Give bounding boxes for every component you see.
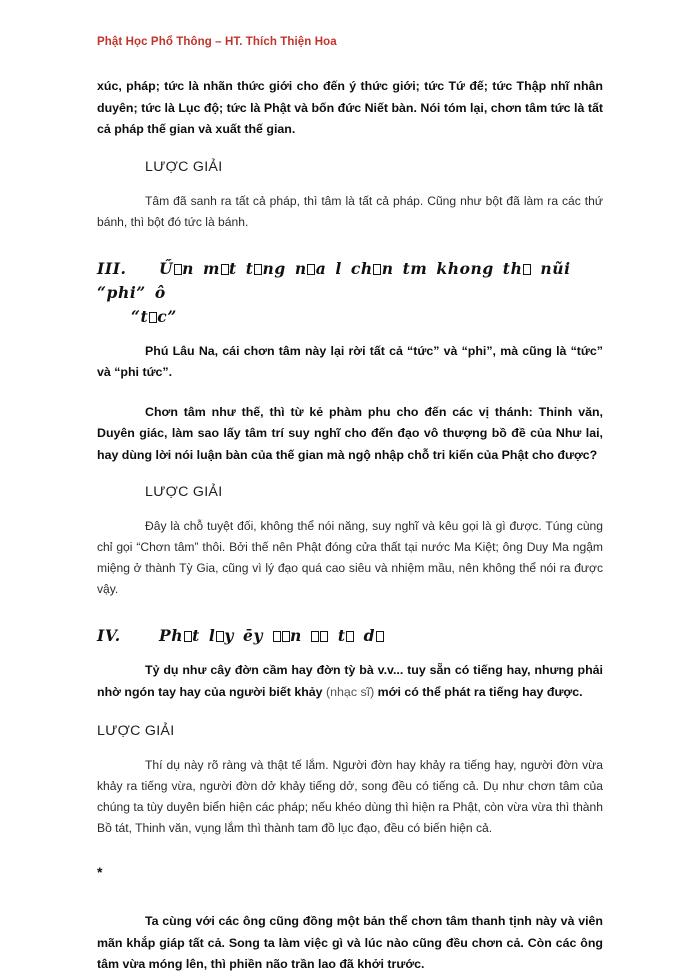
- running-header: Phật Học Phổ Thông – HT. Thích Thiện Hoa: [97, 36, 337, 48]
- spacer: [97, 600, 603, 624]
- missing-glyph-box: [307, 264, 315, 275]
- heading-4-numeral: IV.: [97, 626, 121, 645]
- spacer: [97, 466, 603, 482]
- missing-glyph-box: [320, 631, 328, 642]
- heading-4-line1: Ph t l y ēy n t d: [159, 626, 384, 645]
- inline-text: mới có thể phát ra tiếng hay được.: [374, 684, 583, 699]
- paragraph-chon-tam: Chơn tâm như thế, thì từ kẻ phàm phu cho đến các vị thánh: Thinh văn, Duyên giác, làm sao lấy tâm trí suy nghĩ cho đến đạo vô thượng bồ đề của Như lai, hay dùng lời nói luận bàn của thế gian mà ngộ nhập chỗ tri kiến của Phật cho được?: [97, 404, 603, 462]
- spacer: [97, 703, 603, 721]
- missing-glyph-box: [376, 631, 384, 642]
- subheading-luoc-giai-2: LƯỢC GIẢI: [145, 484, 223, 500]
- paragraph-luoc-giai-2: Đây là chỗ tuyệt đối, không thể nói năng, suy nghĩ và kêu gọi là gì được. Túng cùng chỉ gọi “Chơn tâm” thôi. Bởi thế nên Phật đóng cửa thất tại nước Ma Kiệt; ông Duy Ma ngậm miệng ở thành Tỳ Gia, cũng vì lý đạo quá cao siêu và nhiệm mầu, nên không thể nói ra được vậy.: [97, 519, 603, 596]
- missing-glyph-box: [254, 264, 262, 275]
- heading-3-line2: “t c”: [131, 306, 177, 326]
- missing-glyph-box: [311, 631, 319, 642]
- inline-text: Tỷ dụ như cây đờn cầm hay đờn tỳ bà v.v... tuy sẵn có tiếng hay, nhưng phải nhờ ngón tay hay của người biết khảy: [97, 663, 603, 699]
- spacer: [97, 648, 603, 660]
- spacer: [97, 881, 603, 911]
- missing-glyph-box: [373, 264, 381, 275]
- missing-glyph-box: [221, 264, 229, 275]
- missing-glyph-box: [184, 631, 192, 642]
- spacer: [97, 141, 603, 157]
- subheading-luoc-giai-3: LƯỢC GIẢI: [97, 723, 175, 739]
- paragraph-luoc-giai-3: Thí dụ này rõ ràng và thật tế lắm. Người đờn hay khảy ra tiếng hay, người đờn vừa khảy ra tiếng vừa, người đờn dở khảy tiếng dở, song đều có tiếng cả. Dụ như chơn tâm của chúng ta tùy duyên biển hiện các pháp; nếu khéo dùng thì hiện ra Phật, còn vừa vừa thì thành Bồ tát, Thinh văn, vụng lắm thì thành tam đồ lục đạo, đều có biến hiện cả.: [97, 758, 603, 835]
- missing-glyph-box: [216, 631, 224, 642]
- spacer: [97, 384, 603, 402]
- heading-section-4: [97, 624, 603, 648]
- subheading-luoc-giai-1: LƯỢC GIẢI: [145, 158, 223, 175]
- missing-glyph-box: [273, 631, 281, 642]
- document-body: [97, 76, 603, 976]
- section-divider-asterisk: *: [97, 864, 103, 880]
- spacer: [97, 741, 603, 755]
- paragraph-opening: xúc, pháp; tức là nhãn thức giới cho đến ý thức giới; tức Tứ đế; tức Thập nhĩ nhân duyên; tức là Lục độ; tức là Phật và bốn đức Niết bàn. Nói tóm lại, chơn tâm tức là tất cả pháp thế gian và xuất thế gian.: [97, 79, 603, 136]
- spacer: [97, 839, 603, 863]
- missing-glyph-box: [149, 312, 157, 323]
- spacer: [97, 329, 603, 341]
- paragraph-final: Ta cùng với các ông cũng đồng một bản thể chơn tâm thanh tịnh này và viên mãn khắp giáp tất cả. Song ta làm việc gì và lúc nào cũng đều chơn cả. Còn các ông tâm vừa móng lên, thì phiền não trần lao đã khởi trước.: [97, 914, 603, 971]
- missing-glyph-box: [523, 264, 531, 275]
- paragraph-ty-du: [97, 660, 603, 703]
- spacer: [97, 177, 603, 191]
- heading-3-line1: Ű n m t t ng n a l ch n tm khong th nũi “phi” ô: [97, 258, 571, 302]
- missing-glyph-box: [174, 264, 182, 275]
- missing-glyph-box: [346, 631, 354, 642]
- paragraph-luoc-giai-1: Tâm đã sanh ra tất cả pháp, thì tâm là tất cả pháp. Cũng như bột đã làm ra các thứ bánh, thì bột đó tức là bánh.: [97, 193, 603, 229]
- spacer: [97, 502, 603, 516]
- heading-3-numeral: III.: [97, 258, 127, 278]
- heading-section-3: [97, 257, 603, 329]
- paragraph-phu-lau-na: Phú Lâu Na, cái chơn tâm này lại rời tất cả “tức” và “phi”, mà cũng là “tức” và “phi tức”.: [97, 343, 603, 379]
- missing-glyph-box: [282, 631, 290, 642]
- spacer: [97, 233, 603, 257]
- inline-annotation: (nhạc sĩ): [326, 684, 375, 699]
